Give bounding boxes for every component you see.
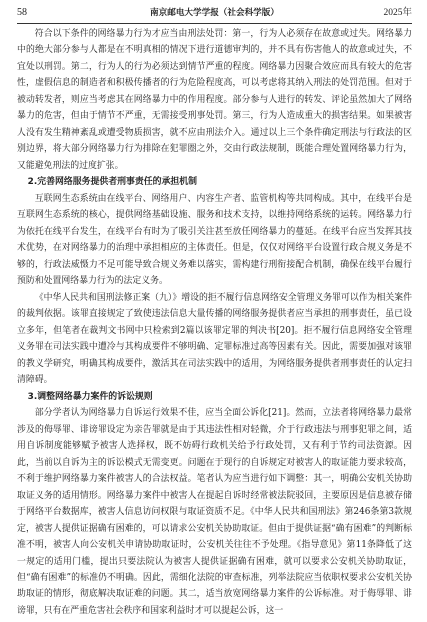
running-header [17,5,412,21]
header-rule [17,23,412,24]
article-body [17,26,412,622]
paragraph-criminal-law-amendment: 《中华人民共和国刑法修正案（九）》增设的拒不履行信息网络安全管理义务罪可以作为相关案件的裁判依据。该罪直接规定了致使违法信息大量传播的网络服务提供者应当承担的刑事责任，虽已设立多年，但笔者在裁判文书网中只检索到2篇以该罪定罪的判决书[20]。拒不履行信息网络安全管理义务罪在司法实践中遭冷与其构成要件不够明确、定罪标准过高等因素有关。因此，需要加强对该罪的教义学研究，明确其构成要件，激活其在司法实践中的适用，为网络服务提供者刑事责任的认定扫清障碍。 [17,292,412,386]
paragraph-platform-ecosystem: 互联网生态系统由在线平台、网络用户、内容生产者、监管机构等共同构成。其中，在线平台是互联网生态系统的核心，提供网络基础设施、服务和技术支持，以维持网络系统的运转。网络暴力行为依托在线平台发生，在线平台有时为了吸引关注甚至放任网络暴力的蔓延。在线平台应当发挥其技术优势，在对网络暴力的治理中承担相应的主体责任。但是，仅仅对网络平台设置行政合规义务是不够的，行政法威慑力不足可能导致合规义务难以落实，需构建行刑衔接配合机制，确保在线平台履行预防和处置网络暴力行为的法定义务。 [17,193,412,287]
page-number: 58 [17,7,27,18]
publication-year: 2025年 [383,8,412,18]
section-heading-2: 2.完善网络服务提供者刑事责任的承担机制 [27,177,197,188]
journal-name: 南京邮电大学学报（社会科学版） [150,8,279,18]
section-heading-3: 3.调整网络暴力案件的诉讼规则 [27,391,153,402]
paragraph-conditions: 符合以下条件的网络暴力行为才应当由刑法处罚：第一，行为人必须存在故意或过失。网络暴力中的绝大部分参与人都是在不明真相的情况下进行道德审判的，并不具有伤害他人的故意或过失，不宜处以刑罚。第二，行为人的行为必须达到情节严重的程度。网络暴力因聚合效应而具有较大的危害性，虚假信息的制造者和积极传播者的行为危险程度高，可以考虑将其纳入刑法的处罚范围。但对于被动转发者，则应当考虑其在网络暴力中的作用程度。部分参与人进行的转发、评论虽然加大了网络暴力的危害，但由于情节不严重，无需接受刑事处罚。第三，行为人造成重大的损害结果。如果被害人没有发生精神紊乱或遭受物质损害，就不应由刑法介入。通过以上三个条件确定刑法与行政法的区别边界，将大部分网络暴力行为排除在犯罪圈之外，交由行政法规制，既能合理处置网络暴力行为，又能避免刑法的过度扩张。 [17,29,412,171]
paragraph-litigation-rules: 部分学者认为网络暴力自诉运行效果不佳，应当全面公诉化[21]。然而，立法者将网络暴力最常涉及的侮辱罪、诽谤罪设定为亲告罪就是由于其违法性相对轻微，介于行政违法与刑事犯罪之间，适用自诉制度能够赋予被害人选择权，既不妨碍行政机关给予行政处罚，又有利于节约司法资源。因此，当前以自诉为主的诉讼模式无需变更。问题在于现行的自诉规定对被害人的取证能力要求较高，不利于维护网络暴力案件被害人的合法权益。笔者认为应当进行如下调整：其一，明确公安机关协助取证义务的适用情形。网络暴力案件中被害人在提起自诉时经常被法院驳回，主要原因是信息被存储于网络平台数据库，被害人信息访问权限与取证资质不足。《中华人民共和国刑法》第246条第3款规定，被害人提供证据确有困难的，可以请求公安机关协助取证。但由于提供证据“确有困难”的判断标准不明，被害人向公安机关申请协助取证时，公安机关往往不予处理。《指导意见》第11条降低了这一规定的适用门槛，提出只要法院认为被害人提供证据确有困难，就可以要求公安机关协助取证，但“确有困难”的标准仍不明确。因此，需细化法院的审查标准，列举法院应当依职权要求公安机关协助取证的情形，彻底解决取证难的问题。其二，适当放宽网络暴力案件的公诉标准。对于侮辱罪、诽谤罪，只有在严重危害社会秩序和国家利益时才可以提起公诉，这一 [17,408,412,616]
